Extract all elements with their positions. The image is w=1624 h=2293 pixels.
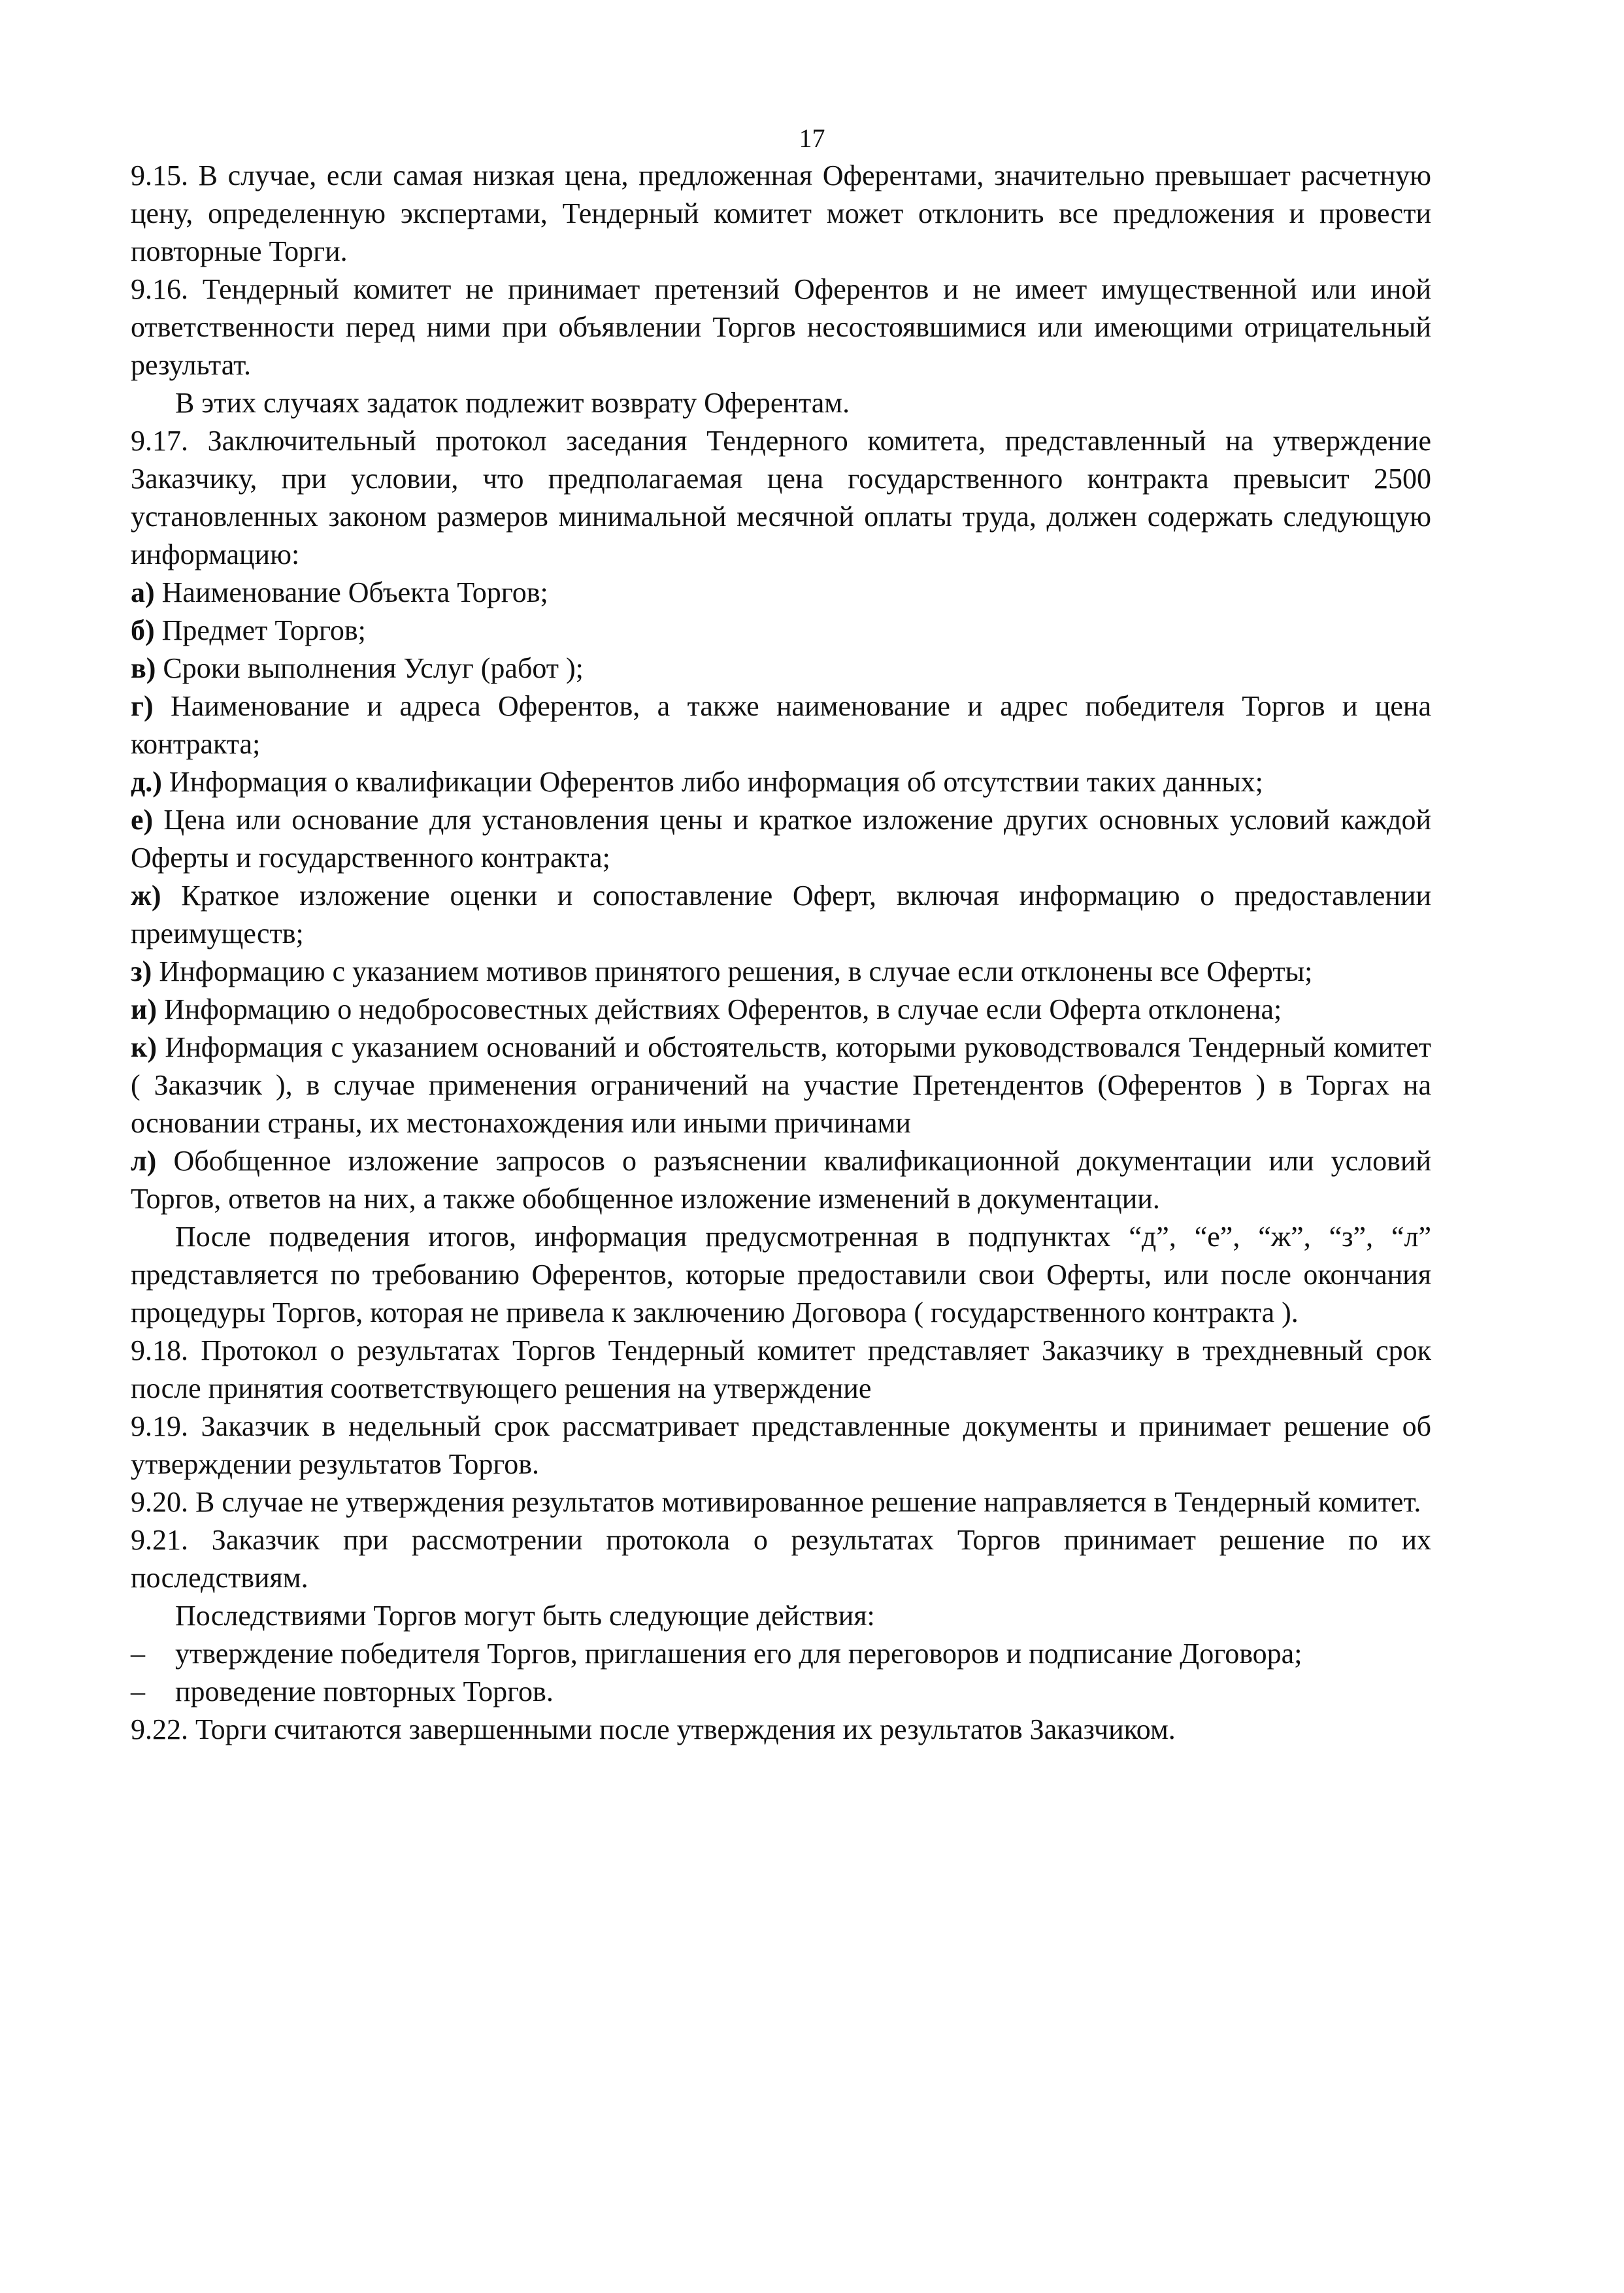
list-item-z (131, 953, 1431, 991)
paragraph-consequences-intro: Последствиями Торгов могут быть следующие действия: (175, 1600, 875, 1632)
paragraph-9-16-note: В этих случаях задаток подлежит возврату Оферентам. (175, 387, 850, 419)
list-item-v (131, 650, 1431, 687)
list-item-letter: д.) (131, 766, 162, 798)
dash-marker: – (131, 1675, 145, 1707)
paragraph-after-list: После подведения итогов, информация предусмотренная в подпунктах “д”, “е”, “ж”, “з”, “л” представляется по требованию Оферентов, которые предоставили свои Оферты, или после окончания процедуры Торгов, которая не привела к заключению Договора ( государственного контракта ). (131, 1221, 1431, 1328)
list-item-text: Цена или основание для установления цены и краткое изложение других основных условий каждой Оферты и государственного контракта; (131, 804, 1431, 874)
list-item-text: Краткое изложение оценки и сопоставление Оферт, включая информацию о предоставлении преимуществ; (131, 880, 1431, 949)
list-item-a (131, 574, 1431, 612)
paragraph-9-15: 9.15. В случае, если самая низкая цена, предложенная Оферентами, значительно превышает расчетную цену, определенную экспертами, Тендерный комитет может отклонить все предложения и провести повторные Торги. (131, 159, 1431, 267)
list-item-g (131, 687, 1431, 763)
list-item-letter: к) (131, 1031, 157, 1063)
paragraph-9-19: 9.19. Заказчик в недельный срок рассматривает представленные документы и принимает решение об утверждении результатов Торгов. (131, 1410, 1431, 1480)
list-item-l (131, 1142, 1431, 1218)
dash-item-text: утверждение победителя Торгов, приглашения его для переговоров и подписание Договора; (175, 1638, 1302, 1670)
list-item-e (131, 801, 1431, 877)
page-body (131, 157, 1431, 1749)
list-item-letter: а) (131, 576, 155, 608)
paragraph-9-18: 9.18. Протокол о результатах Торгов Тендерный комитет представляет Заказчику в трехдневный срок после принятия соответствующего решения на утверждение (131, 1334, 1431, 1404)
list-item-d (131, 763, 1431, 801)
list-item-text: Наименование и адреса Оферентов, а также наименование и адрес победителя Торгов и цена контракта; (131, 690, 1432, 760)
page-number: 17 (799, 124, 825, 153)
paragraph-9-17: 9.17. Заключительный протокол заседания Тендерного комитета, представленный на утверждение Заказчику, при условии, что предполагаемая цена государственного контракта превысит 2500 установленных законом размеров минимальной месячной оплаты труда, должен содержать следующую информацию: (131, 425, 1431, 570)
dash-marker: – (131, 1638, 145, 1670)
list-item-text: Информация с указанием оснований и обстоятельств, которыми руководствовался Тендерный комитет ( Заказчик ), в случае применения ограничений на участие Претендентов (Оферентов ) в Торгах на основании страны, их местонахождения или иными причинами (131, 1031, 1432, 1139)
list-item-b (131, 612, 1431, 650)
list-item-letter: е) (131, 804, 154, 836)
list-item-text: Наименование Объекта Торгов; (161, 576, 548, 608)
list-item-k (131, 1029, 1431, 1142)
list-item-letter: л) (131, 1145, 157, 1177)
dash-list-item (131, 1635, 1431, 1673)
list-item-letter: в) (131, 652, 156, 684)
list-item-text: Сроки выполнения Услуг (работ ); (163, 652, 584, 684)
list-item-zh (131, 877, 1431, 953)
list-item-text: Информацию с указанием мотивов принятого решения, в случае если отклонены все Оферты; (159, 955, 1313, 987)
list-item-text: Обобщенное изложение запросов о разъяснении квалификационной документации или условий Торгов, ответов на них, а также обобщенное изложение изменений в документации. (131, 1145, 1431, 1215)
list-item-text: Информацию о недобросовестных действиях Оферентов, в случае если Оферта отклонена; (164, 993, 1282, 1025)
list-item-letter: б) (131, 614, 155, 646)
paragraph-9-21: 9.21. Заказчик при рассмотрении протокола о результатах Торгов принимает решение по их последствиям. (131, 1524, 1431, 1594)
paragraph-9-22: 9.22. Торги считаются завершенными после утверждения их результатов Заказчиком. (131, 1713, 1176, 1745)
list-item-text: Информация о квалификации Оферентов либо информация об отсутствии таких данных; (169, 766, 1263, 798)
list-item-letter: г) (131, 690, 154, 722)
list-item-letter: з) (131, 955, 152, 987)
list-item-i (131, 991, 1431, 1029)
list-item-letter: ж) (131, 880, 161, 912)
list-item-text: Предмет Торгов; (161, 614, 366, 646)
paragraph-9-16: 9.16. Тендерный комитет не принимает претензий Оферентов и не имеет имущественной или иной ответственности перед ними при объявлении Торгов несостоявшимися или имеющими отрицательный результат. (131, 273, 1431, 381)
dash-item-text: проведение повторных Торгов. (175, 1675, 554, 1707)
dash-list-item (131, 1673, 1431, 1711)
list-item-letter: и) (131, 993, 157, 1025)
paragraph-9-20: 9.20. В случае не утверждения результатов мотивированное решение направляется в Тендерный комитет. (131, 1486, 1421, 1518)
